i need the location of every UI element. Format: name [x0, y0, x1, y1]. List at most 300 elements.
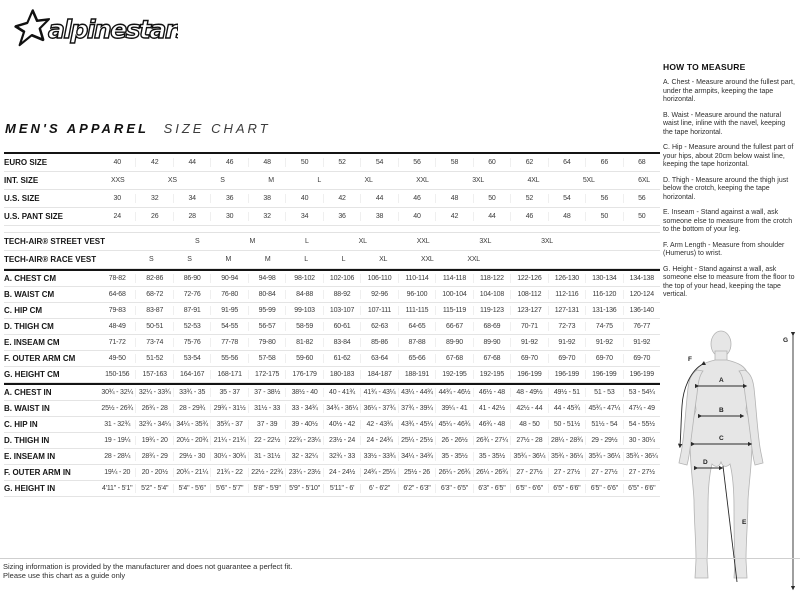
cell: 60 — [473, 158, 510, 167]
cell: 3XL — [541, 238, 553, 245]
cell: 35 - 37 — [210, 388, 247, 397]
cell: 22 - 22½ — [248, 436, 285, 445]
row-cells — [99, 212, 660, 221]
table-row — [4, 481, 660, 497]
cell: 130-134 — [585, 274, 622, 283]
cell: 66-67 — [435, 322, 472, 331]
cell: 126-130 — [548, 274, 585, 283]
cell: 39 - 40½ — [285, 420, 322, 429]
how-to-measure-item: B. Waist - Measure around the natural waist line, inline with the navel, keeping the tape horizontal. — [663, 111, 786, 136]
cell: 67-68 — [435, 354, 472, 363]
table-row — [4, 172, 660, 190]
cell: 33 - 34¾ — [285, 404, 322, 413]
table-row — [4, 208, 660, 226]
label-hip: C — [719, 435, 724, 442]
cell: 50 — [285, 158, 322, 167]
page-title — [5, 121, 271, 136]
cell: 30¼ - 30¾ — [210, 452, 247, 461]
cell: 35¾ - 37 — [210, 420, 247, 429]
cell: 48 — [248, 158, 285, 167]
cell: 63-64 — [360, 354, 397, 363]
cell: 71-72 — [108, 339, 126, 346]
cell: L — [341, 256, 346, 263]
cell: 55-56 — [210, 354, 247, 363]
cell: 119-123 — [473, 306, 510, 315]
cell: 196-199 — [585, 370, 622, 379]
table-row — [4, 367, 660, 383]
cell: 3XL — [479, 238, 492, 245]
table-group-tech — [4, 232, 660, 269]
cell: 120-124 — [623, 290, 660, 299]
cell: 34 — [285, 212, 322, 221]
cell: XS — [167, 177, 177, 184]
cell: 88-92 — [323, 290, 360, 299]
row-cells — [99, 274, 660, 283]
cell: 40 — [398, 212, 435, 221]
alpinestars-logo — [8, 6, 178, 59]
cell: 92-96 — [360, 290, 397, 299]
cell: 6'5" - 6'6" — [510, 484, 547, 493]
cell: 40 — [113, 159, 121, 166]
cell: 48-49 — [108, 323, 126, 330]
cell: 5'6" - 5'7" — [210, 484, 247, 493]
cell: 46 — [398, 194, 435, 203]
cell: 79-80 — [248, 338, 285, 347]
cell: 50 — [473, 194, 510, 203]
cell: 28 - 28¼ — [104, 453, 131, 460]
cell: 27 - 27½ — [623, 468, 660, 477]
cell: 83-84 — [323, 338, 360, 347]
cell: 80-84 — [248, 290, 285, 299]
row-cells — [105, 237, 660, 246]
cell: 39¼ - 41 — [435, 404, 472, 413]
row-cells — [99, 194, 660, 203]
cell: 38 — [360, 212, 397, 221]
row-label: D. THIGH IN — [4, 435, 50, 445]
cell: 96-100 — [398, 290, 435, 299]
cell: 34¼ - 35¾ — [173, 420, 210, 429]
cell: 48 - 50 — [510, 420, 547, 429]
cell: 33½ - 33¾ — [360, 452, 397, 461]
table-row — [4, 233, 660, 251]
cell: 20½ - 20¾ — [173, 436, 210, 445]
cell: 43¾ - 45¼ — [398, 420, 435, 429]
table-group-cm — [4, 269, 660, 383]
cell: 118-122 — [473, 274, 510, 283]
cell: 32¼ - 33¾ — [135, 388, 172, 397]
cell: S — [187, 256, 192, 263]
cell: M — [249, 238, 256, 245]
cell: 54 - 55½ — [623, 420, 660, 429]
cell: 58-59 — [285, 322, 322, 331]
cell: M — [268, 177, 274, 184]
cell: 6'3" - 6'5" — [435, 484, 472, 493]
cell: 40 - 41¾ — [323, 388, 360, 397]
table-row — [4, 154, 660, 172]
cell: 27 - 27½ — [548, 468, 585, 477]
cell: 78-82 — [108, 275, 126, 282]
cell: 180-183 — [323, 370, 360, 379]
cell: 28 — [173, 212, 210, 221]
row-cells — [99, 176, 660, 185]
cell: 52-53 — [173, 322, 210, 331]
table-row — [4, 303, 660, 319]
cell: 4XL — [527, 177, 540, 184]
cell: 188-191 — [398, 370, 435, 379]
how-to-measure-item: D. Thigh - Measure around the thigh just below the crotch, keeping the tape horizontal. — [663, 176, 789, 201]
cell: 23½ - 24 — [323, 436, 360, 445]
table-row — [4, 401, 660, 417]
cell: 26¾ - 28 — [135, 404, 172, 413]
row-label: A. CHEST IN — [4, 387, 52, 397]
cell: 131-136 — [585, 306, 622, 315]
cell: 79-83 — [108, 307, 126, 314]
cell: 56 — [398, 158, 435, 167]
cell: 50-51 — [135, 322, 172, 331]
cell: 5'4" - 5'6" — [173, 484, 210, 493]
cell: 49-50 — [108, 355, 126, 362]
row-label: B. WAIST IN — [4, 403, 50, 413]
table-row — [4, 433, 660, 449]
cell: 28¾ - 29 — [135, 452, 172, 461]
cell: 172-175 — [248, 370, 285, 379]
cell: 37 - 38½ — [248, 388, 285, 397]
cell: 33¾ - 35 — [173, 388, 210, 397]
table-group-in — [4, 383, 660, 497]
cell: 196-199 — [548, 370, 585, 379]
alpinestars-logo-graphic — [8, 6, 178, 54]
cell: 56 — [623, 194, 660, 203]
cell: 104-108 — [473, 290, 510, 299]
cell: 127-131 — [548, 306, 585, 315]
row-label: INT. SIZE — [4, 175, 39, 185]
cell: 6'2" - 6'3" — [398, 484, 435, 493]
cell: 136-140 — [623, 306, 660, 315]
cell: 26¼ - 26¾ — [435, 468, 472, 477]
cell: 68-72 — [135, 290, 172, 299]
cell: 29½ - 30 — [173, 452, 210, 461]
cell: 94-98 — [248, 274, 285, 283]
how-to-measure-panel — [663, 62, 796, 307]
cell: 134-138 — [623, 274, 660, 283]
cell: 23¼ - 23½ — [285, 468, 322, 477]
cell: 69-70 — [510, 354, 547, 363]
cell: 30 - 30¼ — [623, 436, 660, 445]
cell: 51 - 53 — [585, 388, 622, 397]
cell: 46½ - 48 — [473, 388, 510, 397]
row-label: E. INSEAM CM — [4, 337, 60, 347]
cell: 91-92 — [623, 338, 660, 347]
cell: 150-156 — [105, 371, 130, 378]
footer-line-2: Please use this chart as a guide only — [3, 571, 126, 580]
cell: 34¾ - 36¼ — [323, 404, 360, 413]
cell: 62 — [510, 158, 547, 167]
how-to-measure-item: A. Chest - Measure around the fullest part, under the armpits, keeping the tape horizontal. — [663, 79, 795, 103]
cell: 56-57 — [248, 322, 285, 331]
row-label: F. OUTER ARM CM — [4, 353, 76, 363]
cell: L — [305, 238, 309, 245]
title-sub: SIZE CHART — [163, 121, 271, 136]
label-inseam: E — [742, 519, 747, 526]
cell: XXL — [416, 238, 430, 245]
cell: 27½ - 28 — [510, 436, 547, 445]
cell: 41¾ - 43¼ — [360, 388, 397, 397]
cell: 66 — [585, 158, 622, 167]
cell: 72-73 — [548, 322, 585, 331]
cell: 86-90 — [173, 274, 210, 283]
cell: 22¾ - 23¼ — [285, 436, 322, 445]
cell: 76-80 — [210, 290, 247, 299]
cell: 26¼ - 26¾ — [473, 468, 510, 477]
cell: 64-65 — [398, 322, 435, 331]
cell: 164-167 — [173, 370, 210, 379]
cell: 30¾ - 32¼ — [101, 389, 134, 396]
table-row — [4, 335, 660, 351]
row-cells — [99, 255, 660, 264]
cell: 64 — [548, 158, 585, 167]
human-silhouette — [679, 331, 763, 578]
table-row — [4, 385, 660, 401]
cell: 111-115 — [398, 306, 435, 315]
how-to-measure-item: C. Hip - Measure around the fullest part of your hips, about 20cm below waist line, keeping the tape horizontal. — [663, 144, 794, 168]
cell: 114-118 — [435, 274, 472, 283]
size-table — [4, 152, 660, 497]
cell: 25½ - 26¾ — [101, 405, 134, 412]
cell: 32 - 32¼ — [285, 452, 322, 461]
cell: 37¾ - 39¼ — [398, 404, 435, 413]
row-label: G. HEIGHT CM — [4, 369, 60, 379]
cell: 73-74 — [135, 338, 172, 347]
cell: 91-92 — [510, 338, 547, 347]
cell: 47¼ - 49 — [623, 404, 660, 413]
row-cells — [99, 468, 660, 477]
cell: 51½ - 54 — [585, 420, 622, 429]
cell: 42 — [323, 194, 360, 203]
cell: 62-63 — [360, 322, 397, 331]
cell: 24¾ - 25¼ — [360, 468, 397, 477]
cell: 90-94 — [210, 274, 247, 283]
row-cells — [99, 404, 660, 413]
table-row — [4, 251, 660, 269]
row-cells — [99, 158, 660, 167]
cell: 42 - 43¾ — [360, 420, 397, 429]
cell: 48 - 49½ — [510, 388, 547, 397]
row-label: U.S. PANT SIZE — [4, 211, 63, 221]
cell: 37 - 39 — [248, 420, 285, 429]
cell: 19¾ - 20 — [135, 436, 172, 445]
cell: 3XL — [472, 177, 485, 184]
cell: 6'3" - 6'5" — [473, 484, 510, 493]
cell: 44¾ - 46½ — [435, 388, 472, 397]
cell: 52 — [323, 158, 360, 167]
cell: S — [149, 256, 154, 263]
cell: S — [195, 238, 200, 245]
table-row — [4, 417, 660, 433]
cell: 6' - 6'2" — [360, 484, 397, 493]
cell: 69-70 — [623, 354, 660, 363]
cell: 20¾ - 21¼ — [173, 468, 210, 477]
cell: 19¼ - 20 — [104, 469, 131, 476]
how-to-measure-heading: HOW TO MEASURE — [663, 62, 746, 72]
cell: 35 - 35½ — [473, 452, 510, 461]
cell: L — [317, 177, 322, 184]
cell: 31 - 32¾ — [104, 421, 131, 428]
cell: 6'5" - 6'6" — [585, 484, 622, 493]
cell: 40 — [285, 194, 322, 203]
brand-wordmark: alpinestars — [48, 15, 178, 44]
cell: 108-112 — [510, 290, 547, 299]
cell: S — [220, 177, 225, 184]
cell: 29 - 29½ — [585, 436, 622, 445]
row-label: E. INSEAM IN — [4, 451, 56, 461]
cell: 35¾ - 36¼ — [623, 452, 660, 461]
cell: 27 - 27½ — [510, 468, 547, 477]
cell: 112-116 — [548, 290, 585, 299]
cell: 68 — [623, 158, 660, 167]
cell: 46 — [510, 212, 547, 221]
row-cells — [99, 338, 660, 347]
cell: 192-195 — [473, 370, 510, 379]
table-row — [4, 271, 660, 287]
table-group-size — [4, 152, 660, 226]
cell: XXL — [420, 256, 434, 263]
cell: XXL — [416, 177, 429, 184]
cell: 69-70 — [585, 354, 622, 363]
cell: 91-92 — [585, 338, 622, 347]
row-label: C. HIP IN — [4, 419, 38, 429]
cell: 28 - 29¾ — [173, 404, 210, 413]
cell: 42½ - 44 — [510, 404, 547, 413]
cell: 21¼ - 21¾ — [210, 436, 247, 445]
cell: 48 — [435, 194, 472, 203]
cell: 44 — [473, 212, 510, 221]
table-row — [4, 449, 660, 465]
cell: 157-163 — [135, 370, 172, 379]
cell: 122-126 — [510, 274, 547, 283]
cell: 45¼ - 46¾ — [435, 420, 472, 429]
row-cells — [99, 388, 660, 397]
cell: 43¼ - 44¾ — [398, 388, 435, 397]
cell: 50 — [585, 212, 622, 221]
cell: 56 — [585, 194, 622, 203]
cell: 45¾ - 47¼ — [585, 404, 622, 413]
label-chest: A — [719, 377, 724, 384]
cell: 44 - 45¾ — [548, 404, 585, 413]
cell: 25¼ - 25½ — [398, 436, 435, 445]
cell: XL — [358, 238, 367, 245]
cell: 81-82 — [285, 338, 322, 347]
cell: 36¼ - 37¾ — [360, 404, 397, 413]
cell: 6XL — [638, 177, 650, 184]
cell: 42 — [135, 158, 172, 167]
cell: 46 — [210, 158, 247, 167]
cell: 35¾ - 36¼ — [548, 452, 585, 461]
cell: 28¼ - 28¾ — [548, 436, 585, 445]
cell: 31½ - 33 — [248, 404, 285, 413]
cell: 85-86 — [360, 338, 397, 347]
table-row — [4, 287, 660, 303]
cell: L — [304, 256, 308, 263]
row-cells — [99, 420, 660, 429]
cell: 26 — [135, 212, 172, 221]
row-cells — [99, 290, 660, 299]
table-row — [4, 190, 660, 208]
cell: 35¾ - 36¼ — [585, 452, 622, 461]
cell: 53 - 54¼ — [623, 388, 660, 397]
cell: M — [225, 256, 232, 263]
cell: 24 - 24½ — [323, 468, 360, 477]
row-cells — [99, 452, 660, 461]
row-label: U.S. SIZE — [4, 193, 40, 203]
label-thigh: D — [703, 459, 708, 466]
cell: 107-111 — [360, 306, 397, 315]
cell: 34 — [173, 194, 210, 203]
cell: 52 — [510, 194, 547, 203]
row-label: D. THIGH CM — [4, 321, 54, 331]
cell: 68-69 — [473, 322, 510, 331]
cell: 89-90 — [435, 338, 472, 347]
cell: 192-195 — [435, 370, 472, 379]
row-label: EURO SIZE — [4, 157, 48, 167]
cell: 41 - 42½ — [473, 404, 510, 413]
cell: 51-52 — [135, 354, 172, 363]
cell: 54 — [360, 158, 397, 167]
cell: 58 — [435, 158, 472, 167]
cell: 64-68 — [108, 291, 126, 298]
cell: 110-114 — [398, 274, 435, 283]
cell: 32¾ - 33 — [323, 452, 360, 461]
cell: 53-54 — [173, 354, 210, 363]
cell: 32¾ - 34¼ — [135, 420, 172, 429]
row-label: C. HIP CM — [4, 305, 43, 315]
cell: 77-78 — [210, 338, 247, 347]
alpinestars-star-icon — [15, 7, 49, 46]
cell: 29¾ - 31½ — [210, 404, 247, 413]
cell: 46¾ - 48 — [473, 420, 510, 429]
label-arm: F — [688, 356, 692, 363]
cell: 87-91 — [173, 306, 210, 315]
cell: 30 — [210, 212, 247, 221]
cell: 98-102 — [285, 274, 322, 283]
cell: 65-66 — [398, 354, 435, 363]
title-main: MEN'S APPAREL — [5, 121, 149, 136]
row-label: TECH-AIR® RACE VEST — [4, 254, 97, 264]
cell: 83-87 — [135, 306, 172, 315]
cell: 44 — [360, 194, 397, 203]
cell: 26¾ - 27¼ — [473, 436, 510, 445]
cell: 168-171 — [210, 370, 247, 379]
cell: 25½ - 26 — [398, 468, 435, 477]
cell: 72-76 — [173, 290, 210, 299]
row-label: B. WAIST CM — [4, 289, 55, 299]
how-to-measure-item: E. Inseam - Stand against a wall, ask someone else to measure from the crotch to the bottom of your leg. — [663, 209, 793, 233]
cell: 5'8" - 5'9" — [248, 484, 285, 493]
cell: 70-71 — [510, 322, 547, 331]
cell: 50 - 51½ — [548, 420, 585, 429]
cell: 54 — [548, 194, 585, 203]
cell: XXS — [111, 177, 125, 184]
label-height: G — [783, 337, 789, 344]
cell: 40½ - 42 — [323, 420, 360, 429]
cell: 91-92 — [548, 338, 585, 347]
cell: 99-103 — [285, 306, 322, 315]
row-label: A. CHEST CM — [4, 273, 56, 283]
cell: 31 - 31½ — [248, 452, 285, 461]
cell: 24 — [113, 213, 121, 220]
cell: 35 - 35½ — [435, 452, 472, 461]
cell: 87-88 — [398, 338, 435, 347]
cell: 6'5" - 6'6" — [623, 484, 660, 493]
